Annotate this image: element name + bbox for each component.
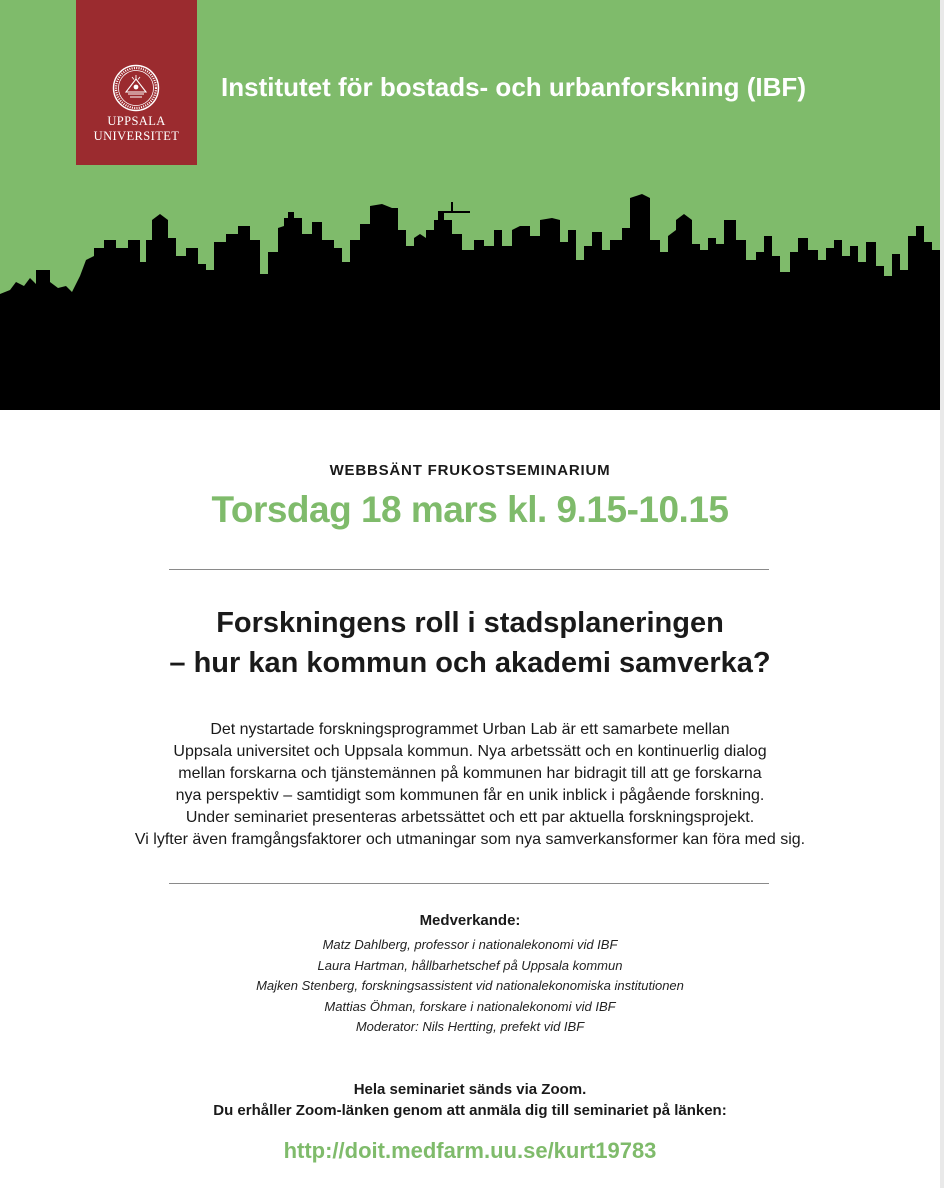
page-edge <box>940 0 944 1188</box>
divider-top <box>169 569 769 570</box>
description-line: Uppsala universitet och Uppsala kommun. Nya arbetssätt och en kontinuerlig dialog <box>173 743 767 760</box>
university-logo <box>76 0 197 165</box>
description-line: Det nystartade forskningsprogrammet Urban Lab är ett samarbete mellan <box>210 721 730 738</box>
logo-line-1: UPPSALA <box>107 114 166 128</box>
description-line: Vi lyfter även framgångsfaktorer och utmaningar som nya samverkansformer kan föra med sig. <box>134 831 806 848</box>
logo-line-2: UNIVERSITET <box>93 129 180 143</box>
contributors-heading: Medverkande: <box>419 912 521 929</box>
contributor-item: Majken Stenberg, forskningsassistent vid nationalekonomiska institutionen <box>256 978 684 993</box>
event-type-label: WEBBSÄNT FRUKOSTSEMINARIUM <box>329 462 611 479</box>
contributor-item: Mattias Öhman, forskare i nationalekonomi vid IBF <box>324 998 616 1014</box>
seminar-headline <box>0 603 940 683</box>
description-line: nya perspektiv – samtidigt som kommunen får en unik inblick i pågående forskning. <box>175 787 765 804</box>
university-seal-icon <box>112 64 160 112</box>
headline-line-2: – hur kan kommun och akademi samverka? <box>169 647 771 679</box>
logo-wordmark <box>76 114 197 144</box>
headline-line-1: Forskningens roll i stadsplaneringen <box>216 607 724 639</box>
event-datetime: Torsdag 18 mars kl. 9.15-10.15 <box>211 489 729 530</box>
divider-bottom <box>169 883 769 884</box>
description-line: mellan forskarna och tjänstemännen på kommunen har bidragit till att ge forskarna <box>178 765 762 782</box>
contributor-item: Moderator: Nils Hertting, prefekt vid IBF <box>355 1019 585 1034</box>
city-skyline-silhouette <box>0 190 940 410</box>
zoom-info-line-1: Hela seminariet sänds via Zoom. <box>353 1081 587 1098</box>
zoom-info-line-2: Du erhåller Zoom-länken genom att anmäla dig till seminariet på länken: <box>213 1102 727 1119</box>
institute-title: Institutet för bostads- och urbanforskning (IBF) <box>221 72 806 102</box>
header-banner <box>0 0 940 410</box>
zoom-info <box>0 1079 940 1121</box>
description-line: Under seminariet presenteras arbetssättet och ett par aktuella forskningsprojekt. <box>185 809 755 826</box>
seminar-description <box>0 719 940 851</box>
registration-link[interactable]: http://doit.medfarm.uu.se/kurt19783 <box>283 1138 657 1163</box>
contributor-item: Laura Hartman, hållbarhetschef på Uppsala kommun <box>317 957 623 973</box>
contributor-item: Matz Dahlberg, professor i nationalekonomi vid IBF <box>322 937 618 952</box>
contributors-list <box>0 935 940 1038</box>
